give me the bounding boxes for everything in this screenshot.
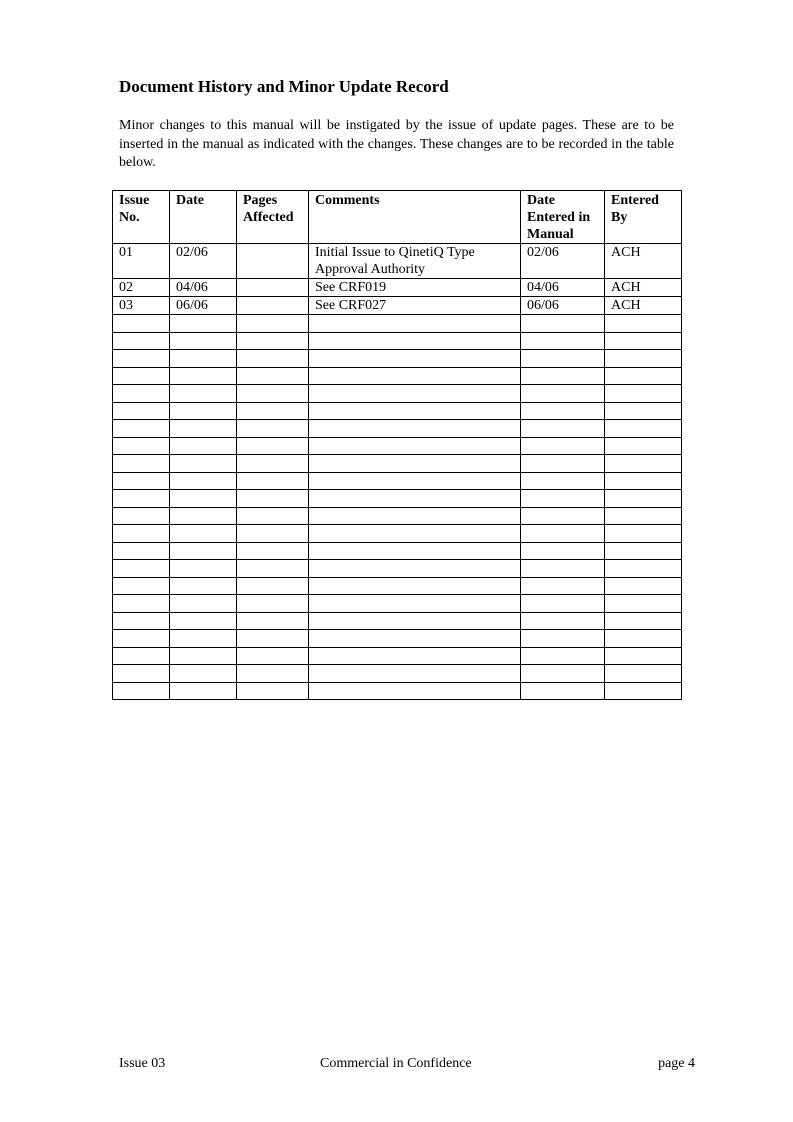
empty-cell — [605, 630, 682, 648]
cell-date: 04/06 — [170, 279, 237, 297]
empty-cell — [309, 542, 521, 560]
empty-cell — [521, 577, 605, 595]
empty-cell — [170, 350, 237, 368]
empty-table-row — [113, 350, 682, 368]
column-header-pages-affected: Pages Affected — [237, 191, 309, 244]
empty-cell — [309, 525, 521, 543]
empty-cell — [113, 437, 170, 455]
empty-cell — [113, 455, 170, 473]
empty-cell — [113, 647, 170, 665]
page-heading: Document History and Minor Update Record — [119, 77, 449, 96]
empty-table-row — [113, 630, 682, 648]
cell-entered-by: ACH — [605, 244, 682, 279]
empty-cell — [113, 490, 170, 508]
empty-cell — [237, 315, 309, 333]
empty-cell — [309, 665, 521, 683]
empty-cell — [113, 402, 170, 420]
column-header-issue-no: Issue No. — [113, 191, 170, 244]
empty-table-row — [113, 577, 682, 595]
empty-cell — [237, 367, 309, 385]
cell-comments: Initial Issue to QinetiQ Type Approval Authority — [309, 244, 521, 279]
empty-cell — [309, 472, 521, 490]
empty-cell — [309, 507, 521, 525]
empty-cell — [113, 630, 170, 648]
empty-cell — [521, 682, 605, 700]
empty-cell — [170, 525, 237, 543]
empty-cell — [605, 420, 682, 438]
empty-cell — [237, 437, 309, 455]
empty-cell — [309, 455, 521, 473]
table-body — [113, 244, 682, 700]
empty-cell — [170, 595, 237, 613]
empty-cell — [113, 682, 170, 700]
empty-cell — [170, 437, 237, 455]
empty-cell — [237, 350, 309, 368]
cell-date-entered: 02/06 — [521, 244, 605, 279]
empty-cell — [237, 490, 309, 508]
document-history-table — [112, 190, 682, 700]
empty-cell — [309, 315, 521, 333]
table-row — [113, 297, 682, 315]
column-header-entered-by: Entered By — [605, 191, 682, 244]
empty-cell — [605, 525, 682, 543]
empty-cell — [113, 525, 170, 543]
column-header-comments: Comments — [309, 191, 521, 244]
cell-entered-by: ACH — [605, 297, 682, 315]
empty-cell — [237, 577, 309, 595]
empty-cell — [605, 367, 682, 385]
table-row — [113, 279, 682, 297]
empty-cell — [605, 437, 682, 455]
empty-cell — [605, 385, 682, 403]
empty-cell — [113, 472, 170, 490]
empty-cell — [309, 420, 521, 438]
empty-cell — [170, 455, 237, 473]
footer-classification: Commercial in Confidence — [320, 1056, 472, 1071]
empty-cell — [237, 630, 309, 648]
empty-cell — [237, 595, 309, 613]
column-header-date-entered: Date Entered in Manual — [521, 191, 605, 244]
empty-cell — [237, 332, 309, 350]
empty-cell — [170, 507, 237, 525]
empty-cell — [521, 350, 605, 368]
empty-cell — [309, 577, 521, 595]
empty-cell — [605, 350, 682, 368]
cell-date: 06/06 — [170, 297, 237, 315]
empty-cell — [170, 402, 237, 420]
empty-table-row — [113, 420, 682, 438]
empty-cell — [605, 595, 682, 613]
empty-cell — [521, 402, 605, 420]
empty-table-row — [113, 542, 682, 560]
empty-cell — [309, 682, 521, 700]
empty-cell — [113, 595, 170, 613]
empty-cell — [521, 665, 605, 683]
empty-cell — [170, 385, 237, 403]
empty-cell — [605, 402, 682, 420]
empty-table-row — [113, 682, 682, 700]
empty-cell — [309, 437, 521, 455]
empty-cell — [113, 560, 170, 578]
empty-cell — [521, 367, 605, 385]
empty-cell — [170, 420, 237, 438]
empty-cell — [309, 560, 521, 578]
empty-cell — [113, 420, 170, 438]
empty-table-row — [113, 332, 682, 350]
empty-cell — [170, 647, 237, 665]
empty-cell — [113, 665, 170, 683]
empty-cell — [521, 630, 605, 648]
empty-cell — [237, 647, 309, 665]
intro-paragraph: Minor changes to this manual will be instigated by the issue of update pages. These are to be inserted in the manual as indicated with the changes. These changes are to be recorded in the table below. — [119, 118, 674, 170]
empty-cell — [605, 455, 682, 473]
table-header-row — [113, 191, 682, 244]
empty-cell — [309, 367, 521, 385]
empty-table-row — [113, 402, 682, 420]
footer-issue: Issue 03 — [119, 1056, 166, 1071]
empty-cell — [170, 542, 237, 560]
empty-cell — [605, 315, 682, 333]
empty-cell — [113, 612, 170, 630]
empty-cell — [605, 682, 682, 700]
empty-cell — [521, 472, 605, 490]
empty-table-row — [113, 647, 682, 665]
empty-table-row — [113, 612, 682, 630]
empty-cell — [113, 385, 170, 403]
cell-comments: See CRF019 — [309, 279, 521, 297]
empty-table-row — [113, 385, 682, 403]
empty-cell — [605, 560, 682, 578]
empty-cell — [237, 665, 309, 683]
cell-pages-affected — [237, 244, 309, 279]
cell-comments: See CRF027 — [309, 297, 521, 315]
empty-cell — [521, 542, 605, 560]
empty-cell — [605, 542, 682, 560]
cell-date-entered: 06/06 — [521, 297, 605, 315]
empty-cell — [113, 332, 170, 350]
cell-pages-affected — [237, 279, 309, 297]
empty-cell — [309, 385, 521, 403]
empty-cell — [521, 647, 605, 665]
empty-cell — [237, 682, 309, 700]
empty-cell — [309, 402, 521, 420]
empty-cell — [170, 332, 237, 350]
empty-cell — [237, 507, 309, 525]
empty-cell — [170, 682, 237, 700]
empty-cell — [605, 490, 682, 508]
empty-cell — [309, 350, 521, 368]
empty-cell — [237, 402, 309, 420]
empty-cell — [237, 525, 309, 543]
empty-cell — [237, 420, 309, 438]
empty-cell — [113, 367, 170, 385]
empty-cell — [170, 367, 237, 385]
empty-cell — [170, 630, 237, 648]
empty-cell — [605, 577, 682, 595]
empty-table-row — [113, 595, 682, 613]
cell-pages-affected — [237, 297, 309, 315]
empty-cell — [309, 332, 521, 350]
empty-cell — [309, 630, 521, 648]
cell-date-entered: 04/06 — [521, 279, 605, 297]
empty-cell — [237, 455, 309, 473]
empty-cell — [237, 612, 309, 630]
empty-cell — [309, 595, 521, 613]
empty-cell — [113, 350, 170, 368]
empty-cell — [113, 542, 170, 560]
empty-table-row — [113, 507, 682, 525]
empty-table-row — [113, 490, 682, 508]
empty-cell — [521, 595, 605, 613]
empty-cell — [521, 455, 605, 473]
empty-table-row — [113, 472, 682, 490]
empty-cell — [521, 490, 605, 508]
empty-cell — [521, 315, 605, 333]
empty-cell — [521, 525, 605, 543]
empty-cell — [113, 507, 170, 525]
column-header-date: Date — [170, 191, 237, 244]
footer-page-number: page 4 — [658, 1056, 695, 1071]
empty-cell — [605, 332, 682, 350]
empty-table-row — [113, 367, 682, 385]
empty-cell — [237, 542, 309, 560]
empty-cell — [521, 420, 605, 438]
empty-cell — [170, 490, 237, 508]
empty-cell — [605, 507, 682, 525]
table-row — [113, 244, 682, 279]
empty-cell — [113, 315, 170, 333]
empty-cell — [170, 612, 237, 630]
empty-cell — [113, 577, 170, 595]
empty-cell — [521, 507, 605, 525]
empty-cell — [521, 560, 605, 578]
empty-cell — [237, 472, 309, 490]
cell-date: 02/06 — [170, 244, 237, 279]
cell-issue-no: 01 — [113, 244, 170, 279]
empty-cell — [605, 647, 682, 665]
empty-cell — [237, 560, 309, 578]
cell-entered-by: ACH — [605, 279, 682, 297]
empty-cell — [237, 385, 309, 403]
cell-issue-no: 02 — [113, 279, 170, 297]
empty-table-row — [113, 525, 682, 543]
empty-table-row — [113, 437, 682, 455]
empty-table-row — [113, 560, 682, 578]
empty-cell — [309, 490, 521, 508]
empty-cell — [170, 665, 237, 683]
empty-cell — [170, 560, 237, 578]
empty-cell — [309, 612, 521, 630]
cell-issue-no: 03 — [113, 297, 170, 315]
empty-cell — [605, 472, 682, 490]
empty-table-row — [113, 455, 682, 473]
empty-cell — [521, 437, 605, 455]
empty-table-row — [113, 665, 682, 683]
empty-cell — [170, 472, 237, 490]
empty-cell — [170, 315, 237, 333]
empty-cell — [170, 577, 237, 595]
empty-cell — [521, 332, 605, 350]
empty-cell — [521, 385, 605, 403]
empty-table-row — [113, 315, 682, 333]
empty-cell — [521, 612, 605, 630]
empty-cell — [309, 647, 521, 665]
empty-cell — [605, 612, 682, 630]
empty-cell — [605, 665, 682, 683]
